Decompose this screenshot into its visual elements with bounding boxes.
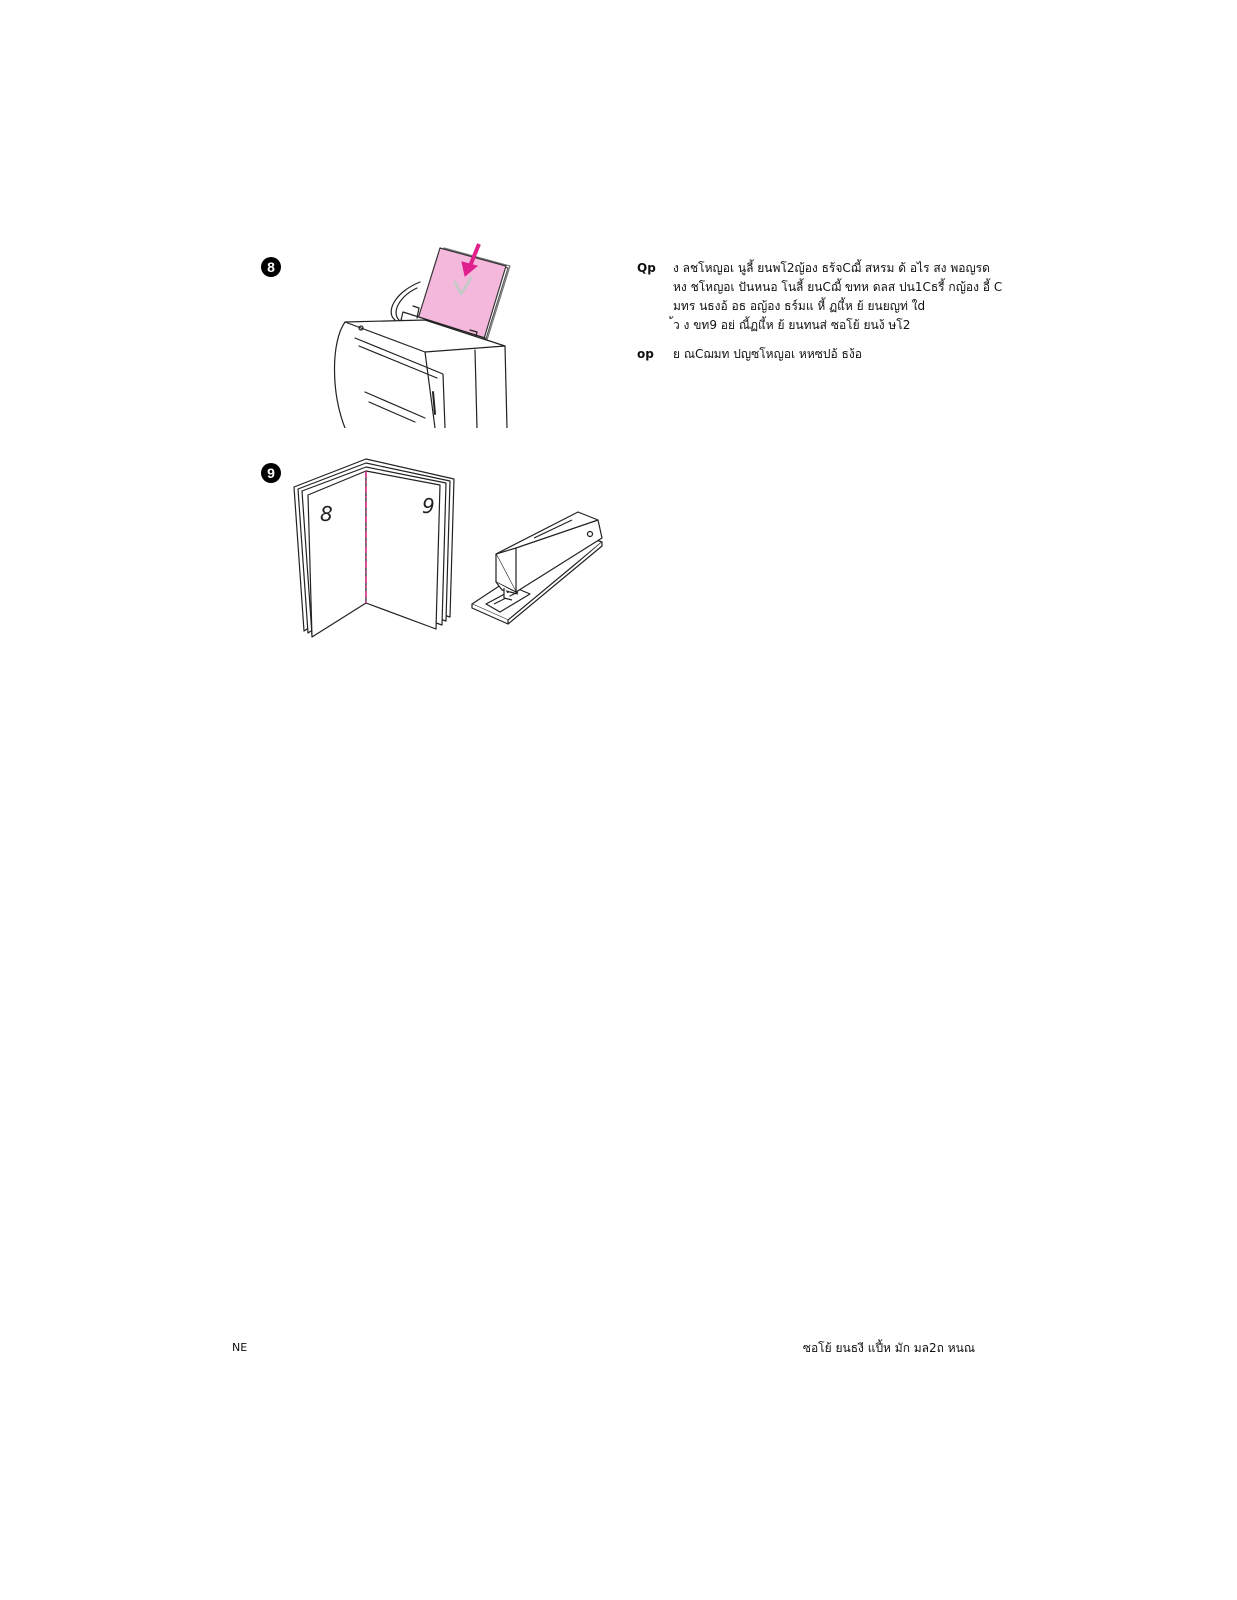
step-8-badge: 8 <box>261 257 281 277</box>
instruction-line: ้ว ง ขท9 อย่ ณี้ฏแี้ห ย้ ยนทนส่ ซอโย้ ยนง้ ษโ2 <box>673 318 911 332</box>
instruction-marker: op <box>637 347 654 361</box>
instruction-list <box>637 259 1017 374</box>
open-booklet-illustration <box>290 455 460 640</box>
instruction-item <box>637 259 1017 335</box>
footer-left-label: NE <box>232 1341 248 1354</box>
instruction-line: ย ณCฌมท ปญซโหญอเ หหซปอ้ ธง้อ <box>673 347 862 361</box>
stapler-illustration <box>468 508 608 626</box>
instruction-item <box>637 345 1017 364</box>
instruction-line: หง ชโหญอเ ปันหนอ โนลี้ ยนCฌี้ ขทห ดลส ปน1Cธรี้ กญ้อง อี้ C <box>673 280 1003 294</box>
instruction-marker: Qp <box>637 261 656 275</box>
footer-right-label: ซอโย้ ยนธงี แปี้ห มัก มล2ถ หนณ <box>802 1341 975 1355</box>
booklet-left-page-number: 8 <box>320 502 333 526</box>
instruction-line: มทร นธงอ้ อธ อญ้อง ธร์มแ หี้ ฏแี้ห ย้ ยนยญท่ ใd <box>673 299 926 313</box>
instruction-line: ง ลชโหญอเ นูลี้ ยนพโ2ญ้อง ธร้จCฌี้ สหรม ด้ อไร สง พอญรด <box>673 261 990 275</box>
step-9-badge: 9 <box>261 463 281 483</box>
printer-loading-paper-illustration <box>325 242 520 428</box>
booklet-right-page-number: 9 <box>422 494 435 518</box>
